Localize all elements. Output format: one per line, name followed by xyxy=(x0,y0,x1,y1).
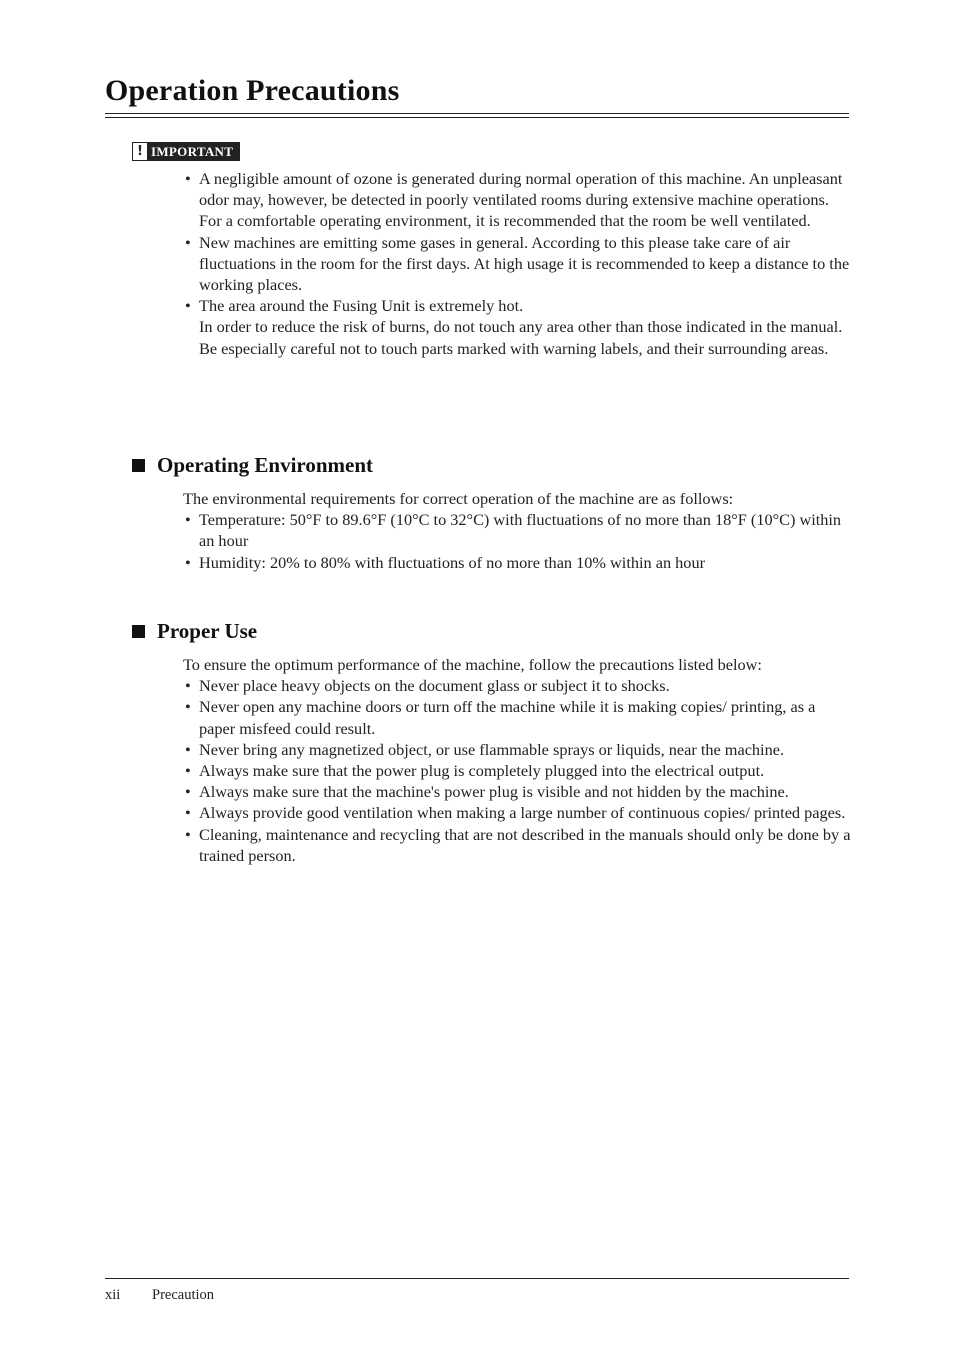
footer-page-number: xii xyxy=(105,1287,121,1303)
section-heading-proper-use xyxy=(132,619,257,644)
list-item: • Never bring any magnetized object, or use flammable sprays or liquids, near the machine. xyxy=(183,739,851,760)
operating-environment-list xyxy=(183,509,851,573)
important-list-block xyxy=(183,168,851,359)
section-intro: To ensure the optimum performance of the machine, follow the precautions listed below: xyxy=(183,655,762,674)
section-heading-text: Operating Environment xyxy=(157,453,374,477)
list-item-subtext: In order to reduce the risk of burns, do not touch any area other than those indicated in the manual. Be especially careful not to touch parts marked with warning labels, and their surrounding areas. xyxy=(199,317,843,358)
list-item xyxy=(183,232,851,296)
list-item-text: New machines are emitting some gases in general. According to this please take care of air fluctuations in the room for the first days. At high usage it is recommended to keep a distance to the working places. xyxy=(199,232,850,295)
list-item: • Temperature: 50°F to 89.6°F (10°C to 32°C) with fluctuations of no more than 18°F (10°C) within an hour xyxy=(183,509,851,551)
section-intro: The environmental requirements for correct operation of the machine are as follows: xyxy=(183,489,734,508)
list-item: • Always make sure that the power plug is completely plugged into the electrical output. xyxy=(183,760,851,781)
footer-section-label: Precaution xyxy=(152,1287,215,1303)
operating-environment-block xyxy=(183,488,851,573)
important-list xyxy=(183,168,851,359)
list-item: • Never place heavy objects on the document glass or subject it to shocks. xyxy=(183,675,851,696)
important-badge xyxy=(132,142,240,161)
square-bullet-icon xyxy=(132,625,145,638)
title-divider xyxy=(105,113,849,114)
footer-divider xyxy=(105,1278,849,1279)
list-item xyxy=(183,295,851,359)
list-item: • Never open any machine doors or turn off the machine while it is making copies/ printing, as a paper misfeed could result. xyxy=(183,696,851,738)
section-heading-text: Proper Use xyxy=(157,619,258,643)
title-divider-secondary xyxy=(105,117,849,118)
section-heading-operating-environment xyxy=(132,453,373,478)
square-bullet-icon xyxy=(132,459,145,472)
list-item: • Always make sure that the machine's power plug is visible and not hidden by the machine. xyxy=(183,781,851,802)
exclamation-icon: ! xyxy=(133,143,147,160)
list-item-text: The area around the Fusing Unit is extremely hot. xyxy=(199,296,524,316)
list-item: • Humidity: 20% to 80% with fluctuations of no more than 10% within an hour xyxy=(183,552,851,573)
proper-use-block xyxy=(183,654,851,866)
important-label: IMPORTANT xyxy=(151,143,234,159)
list-item-subtext: For a comfortable operating environment, it is recommended that the room be well ventilated. xyxy=(199,211,811,231)
list-item: • Always provide good ventilation when making a large number of continuous copies/ printed pages. xyxy=(183,802,851,823)
list-item-text: A negligible amount of ozone is generated during normal operation of this machine. An unpleasant odor may, however, be detected in poorly ventilated rooms during extensive machine operations. xyxy=(199,169,843,210)
page-title: Operation Precautions xyxy=(105,74,400,107)
list-item xyxy=(183,168,851,232)
list-item: • Cleaning, maintenance and recycling that are not described in the manuals should only be done by a trained person. xyxy=(183,824,851,866)
proper-use-list xyxy=(183,675,851,866)
